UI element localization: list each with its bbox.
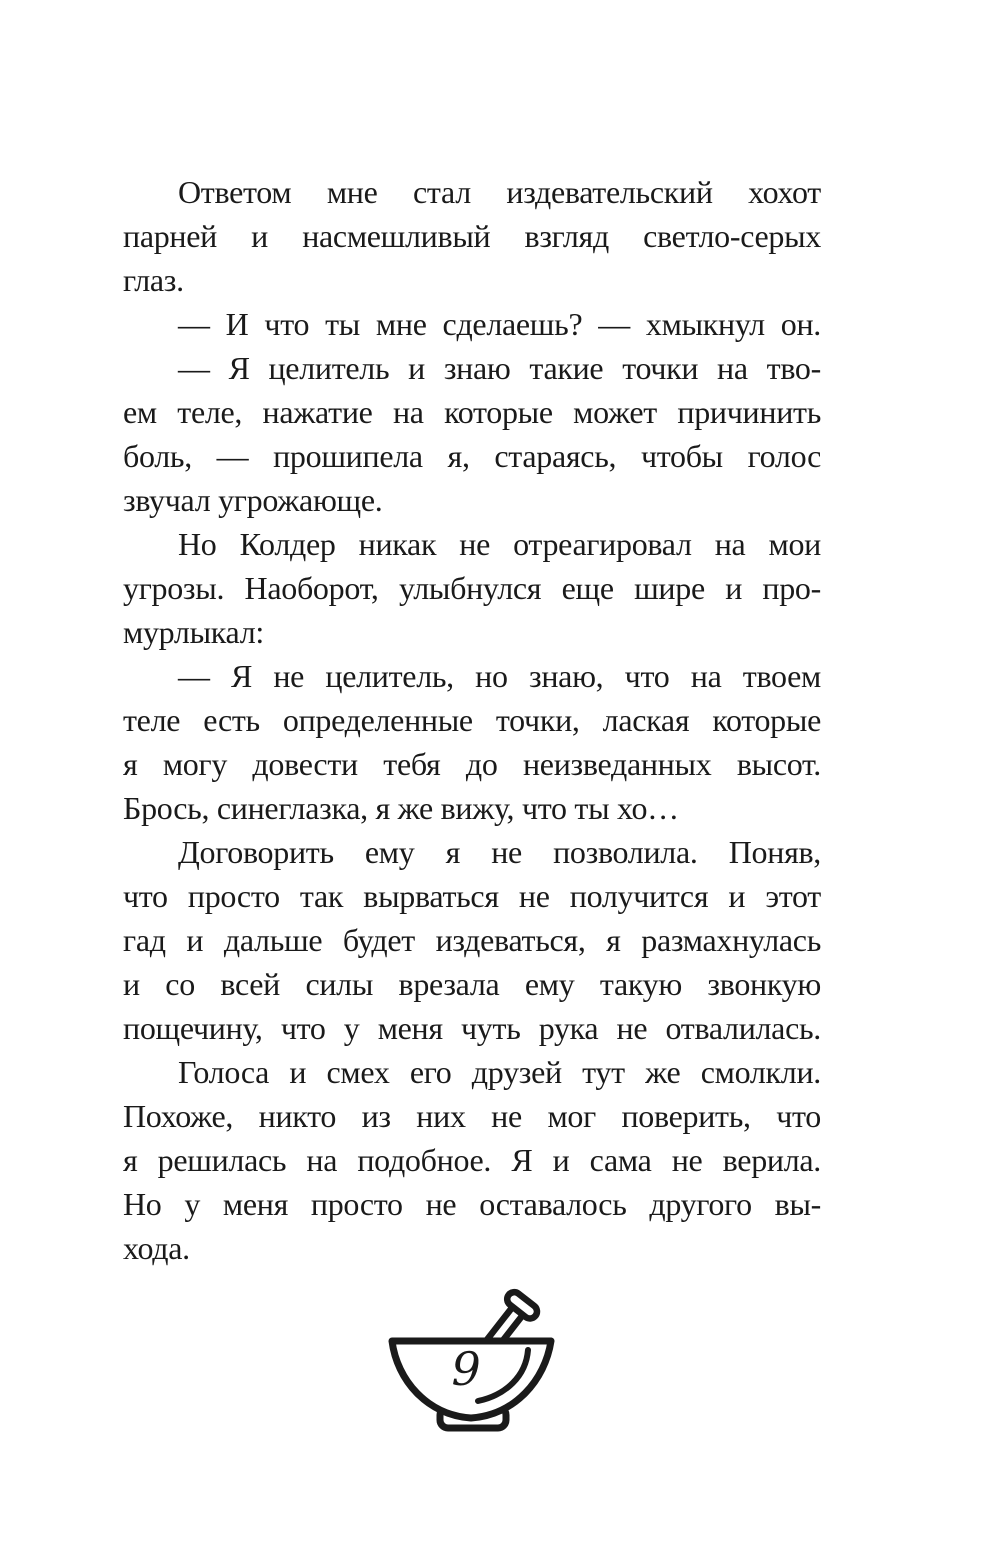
text-line: я решилась на подобное. Я и сама не верила. <box>123 1142 821 1178</box>
text-line: мурлыкал: <box>123 614 265 650</box>
text-line: глаз. <box>123 262 184 298</box>
text-line: и со всей силы врезала ему такую звонкую <box>123 966 821 1002</box>
text-line: я могу довести тебя до неизведанных высот. <box>123 746 821 782</box>
paragraph <box>123 654 821 830</box>
page-footer <box>123 1284 821 1444</box>
text-line: теле есть определенные точки, лаская которые <box>123 702 821 738</box>
text-line: Но Колдер никак не отреагировал на мои <box>178 526 821 562</box>
text-line: — Я целитель и знаю такие точки на тво- <box>178 350 821 386</box>
text-line: что просто так вырваться не получится и этот <box>123 878 821 914</box>
page-number: 9 <box>451 1342 481 1396</box>
paragraph <box>123 1050 821 1270</box>
text-line: Брось, синеглазка, я же вижу, что ты хо… <box>123 790 679 826</box>
mortar-pestle-icon <box>387 1284 557 1436</box>
text-line: парней и насмешливый взгляд светло-серых <box>123 218 821 254</box>
text-line: Голоса и смех его друзей тут же смолкли. <box>178 1054 821 1090</box>
text-line: Ответом мне стал издевательский хохот <box>178 174 821 210</box>
text-line: Похоже, никто из них не мог поверить, что <box>123 1098 821 1134</box>
text-line: боль, — прошипела я, стараясь, чтобы голос <box>123 438 821 474</box>
text-line: угрозы. Наоборот, улыбнулся еще шире и про- <box>123 570 821 606</box>
paragraph <box>123 522 821 654</box>
paragraph <box>123 170 821 302</box>
text-line: пощечину, что у меня чуть рука не отвалилась. <box>123 1010 821 1046</box>
text-line: звучал угрожающе. <box>123 482 383 518</box>
text-line: хода. <box>123 1230 190 1266</box>
text-line: — И что ты мне сделаешь? — хмыкнул он. <box>178 306 821 342</box>
paragraph <box>123 346 821 522</box>
paragraph <box>123 830 821 1050</box>
text-line: ем теле, нажатие на которые может причинить <box>123 394 821 430</box>
text-line: Но у меня просто не оставалось другого вы- <box>123 1186 821 1222</box>
paragraph <box>123 302 821 346</box>
text-line: гад и дальше будет издеваться, я размахнулась <box>123 922 821 958</box>
text-line: Договорить ему я не позволила. Поняв, <box>178 834 821 870</box>
text-line: — Я не целитель, но знаю, что на твоем <box>178 658 821 694</box>
page-text <box>123 170 821 1444</box>
